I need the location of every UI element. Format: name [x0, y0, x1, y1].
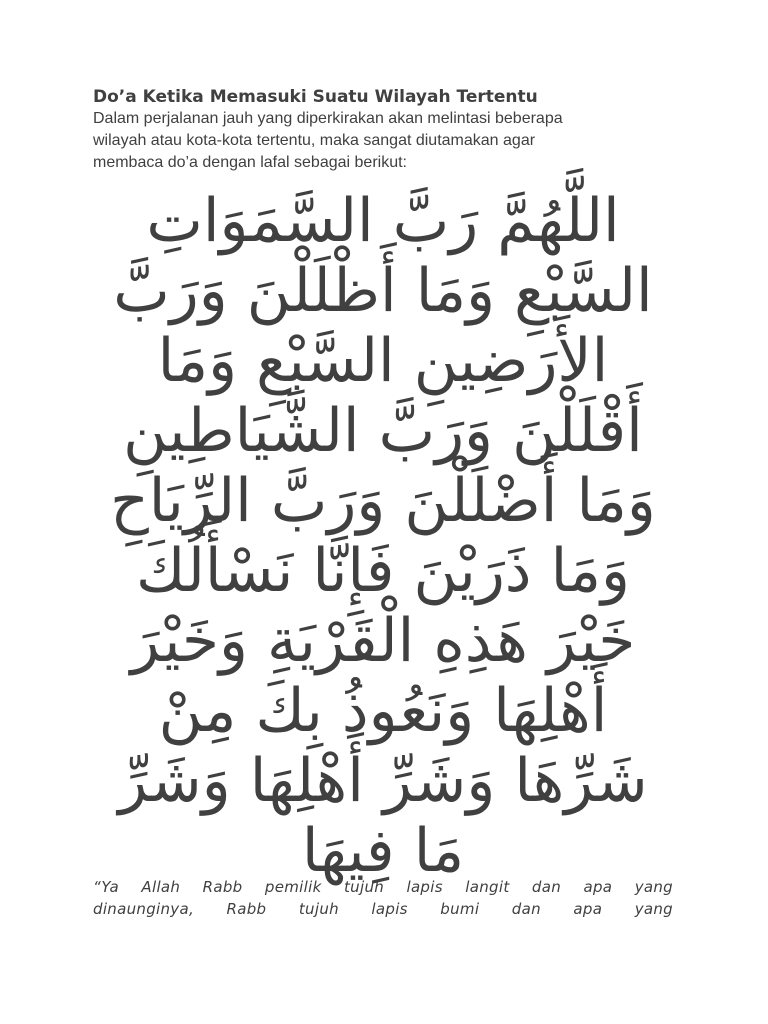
prayer-line: اللَّهُمَّ رَبَّ السَّمَوَاتِ [146, 186, 620, 256]
prayer-line: وَمَا ذَرَيْنَ فَإِنَّا نَسْأَلُكَ [136, 536, 630, 606]
translation-line: “Ya Allah Rabb pemilik tujuh lapis langit dan apa yang [93, 878, 673, 896]
arabic-prayer [93, 186, 673, 886]
intro-line: membaca do’a dengan lafal sebagai berikut: [93, 154, 407, 171]
prayer-line: أَهْلِهَا وَنَعُوذُ بِكَ مِنْ [158, 676, 608, 746]
prayer-line: مَا فِيهَا [301, 816, 465, 886]
prayer-line: الأَرَضِينِ السَّبْعِ وَمَا [157, 326, 609, 396]
document-body [93, 86, 673, 174]
translation-line: dinaunginya, Rabb tujuh lapis bumi dan apa yang [93, 900, 673, 918]
intro-paragraph [93, 108, 673, 174]
intro-line: Dalam perjalanan jauh yang diperkirakan akan melintasi beberapa [93, 110, 563, 127]
intro-line: wilayah atau kota-kota tertentu, maka sangat diutamakan agar [93, 132, 536, 149]
prayer-line: شَرِّهَا وَشَرِّ أَهْلِهَا وَشَرِّ [118, 746, 648, 816]
prayer-line: أَقْلَلْنَ وَرَبَّ الشَّيَاطِينِ [123, 396, 643, 466]
section-heading: Do’a Ketika Memasuki Suatu Wilayah Tertentu [93, 87, 538, 107]
prayer-line: وَمَا أَضْلَلْنَ وَرَبَّ الرِّيَاحِ [110, 466, 656, 536]
translation-paragraph [93, 876, 673, 920]
prayer-line: السَّبْعِ وَمَا أَظْلَلْنَ وَرَبَّ [113, 256, 653, 326]
prayer-line: خَيْرَ هَذِهِ الْقَرْيَةِ وَخَيْرَ [130, 606, 636, 676]
